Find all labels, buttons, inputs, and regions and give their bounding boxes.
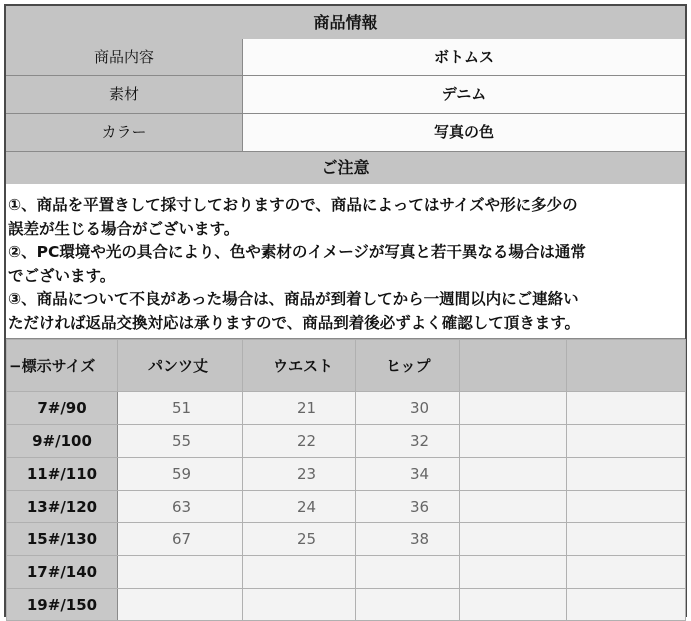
- table-row: [7, 458, 686, 491]
- table-cell: [567, 458, 686, 491]
- size-label: 17#/140: [7, 556, 118, 589]
- notes-body: [6, 184, 685, 339]
- table-cell: 36: [356, 491, 460, 523]
- table-cell: 22: [243, 425, 356, 458]
- table-row: [7, 392, 686, 425]
- table-cell: [460, 458, 567, 491]
- size-label: 13#/120: [7, 491, 118, 523]
- table-cell: 24: [243, 491, 356, 523]
- size-table: [6, 339, 686, 621]
- header-hip: ヒップ: [356, 340, 460, 392]
- table-cell: 55: [118, 425, 243, 458]
- table-cell: [460, 392, 567, 425]
- note-line: ②、PC環境や光の具合により、色や素材のイメージが写真と若干異なる場合は通常: [8, 243, 586, 261]
- product-info-title: 商品情報: [6, 6, 685, 40]
- note-line: でございます。: [8, 266, 116, 285]
- notes-title: ご注意: [6, 152, 685, 185]
- table-cell: 38: [356, 523, 460, 556]
- table-cell: 23: [243, 458, 356, 491]
- table-cell: [460, 589, 567, 621]
- info-value: デニム: [243, 76, 685, 113]
- header-empty: [460, 340, 567, 392]
- note-line: 誤差が生じる場合がございます。: [8, 219, 240, 238]
- table-cell: 67: [118, 523, 243, 556]
- table-row: [7, 589, 686, 621]
- table-cell: [567, 491, 686, 523]
- header-length: パンツ丈: [118, 340, 243, 392]
- product-info-sheet: [4, 4, 687, 617]
- table-cell: [567, 556, 686, 589]
- size-label: 15#/130: [7, 523, 118, 556]
- table-cell: [567, 589, 686, 621]
- size-label: 19#/150: [7, 589, 118, 621]
- table-cell: 25: [243, 523, 356, 556]
- size-label: 7#/90: [7, 392, 118, 425]
- table-cell: [460, 523, 567, 556]
- table-row: [7, 491, 686, 523]
- header-waist: ウエスト: [243, 340, 356, 392]
- table-cell: [460, 491, 567, 523]
- table-row: [7, 425, 686, 458]
- info-row-material: [6, 76, 685, 114]
- info-value: 写真の色: [243, 114, 685, 151]
- table-cell: 51: [118, 392, 243, 425]
- note-line: ③、商品について不良があった場合は、商品が到着してから一週間以内にご連絡い: [8, 290, 579, 308]
- size-table-header: [7, 340, 686, 392]
- info-label: 商品内容: [6, 39, 243, 75]
- table-cell: [243, 556, 356, 589]
- header-empty: [567, 340, 686, 392]
- info-label: 素材: [6, 76, 243, 113]
- info-row-content: [6, 39, 685, 76]
- info-value: ボトムス: [243, 39, 685, 75]
- table-row: [7, 556, 686, 589]
- header-size: −標示サイズ: [7, 340, 118, 392]
- table-cell: [567, 425, 686, 458]
- info-row-color: [6, 114, 685, 152]
- info-label: カラー: [6, 114, 243, 151]
- note-line: ただければ返品交換対応は承りますので、商品到着後必ずよく確認して頂きます。: [8, 313, 580, 332]
- table-row: [7, 523, 686, 556]
- size-label: 9#/100: [7, 425, 118, 458]
- table-cell: [243, 589, 356, 621]
- table-cell: [356, 556, 460, 589]
- table-cell: 63: [118, 491, 243, 523]
- table-cell: 30: [356, 392, 460, 425]
- table-cell: 59: [118, 458, 243, 491]
- note-line: ①、商品を平置きして採寸しておりますので、商品によってはサイズや形に多少の: [8, 196, 578, 214]
- table-cell: [118, 556, 243, 589]
- table-cell: 32: [356, 425, 460, 458]
- table-cell: [460, 556, 567, 589]
- table-cell: [356, 589, 460, 621]
- table-cell: [118, 589, 243, 621]
- table-cell: [460, 425, 567, 458]
- table-cell: [567, 523, 686, 556]
- table-cell: 34: [356, 458, 460, 491]
- table-cell: [567, 392, 686, 425]
- table-cell: 21: [243, 392, 356, 425]
- size-label: 11#/110: [7, 458, 118, 491]
